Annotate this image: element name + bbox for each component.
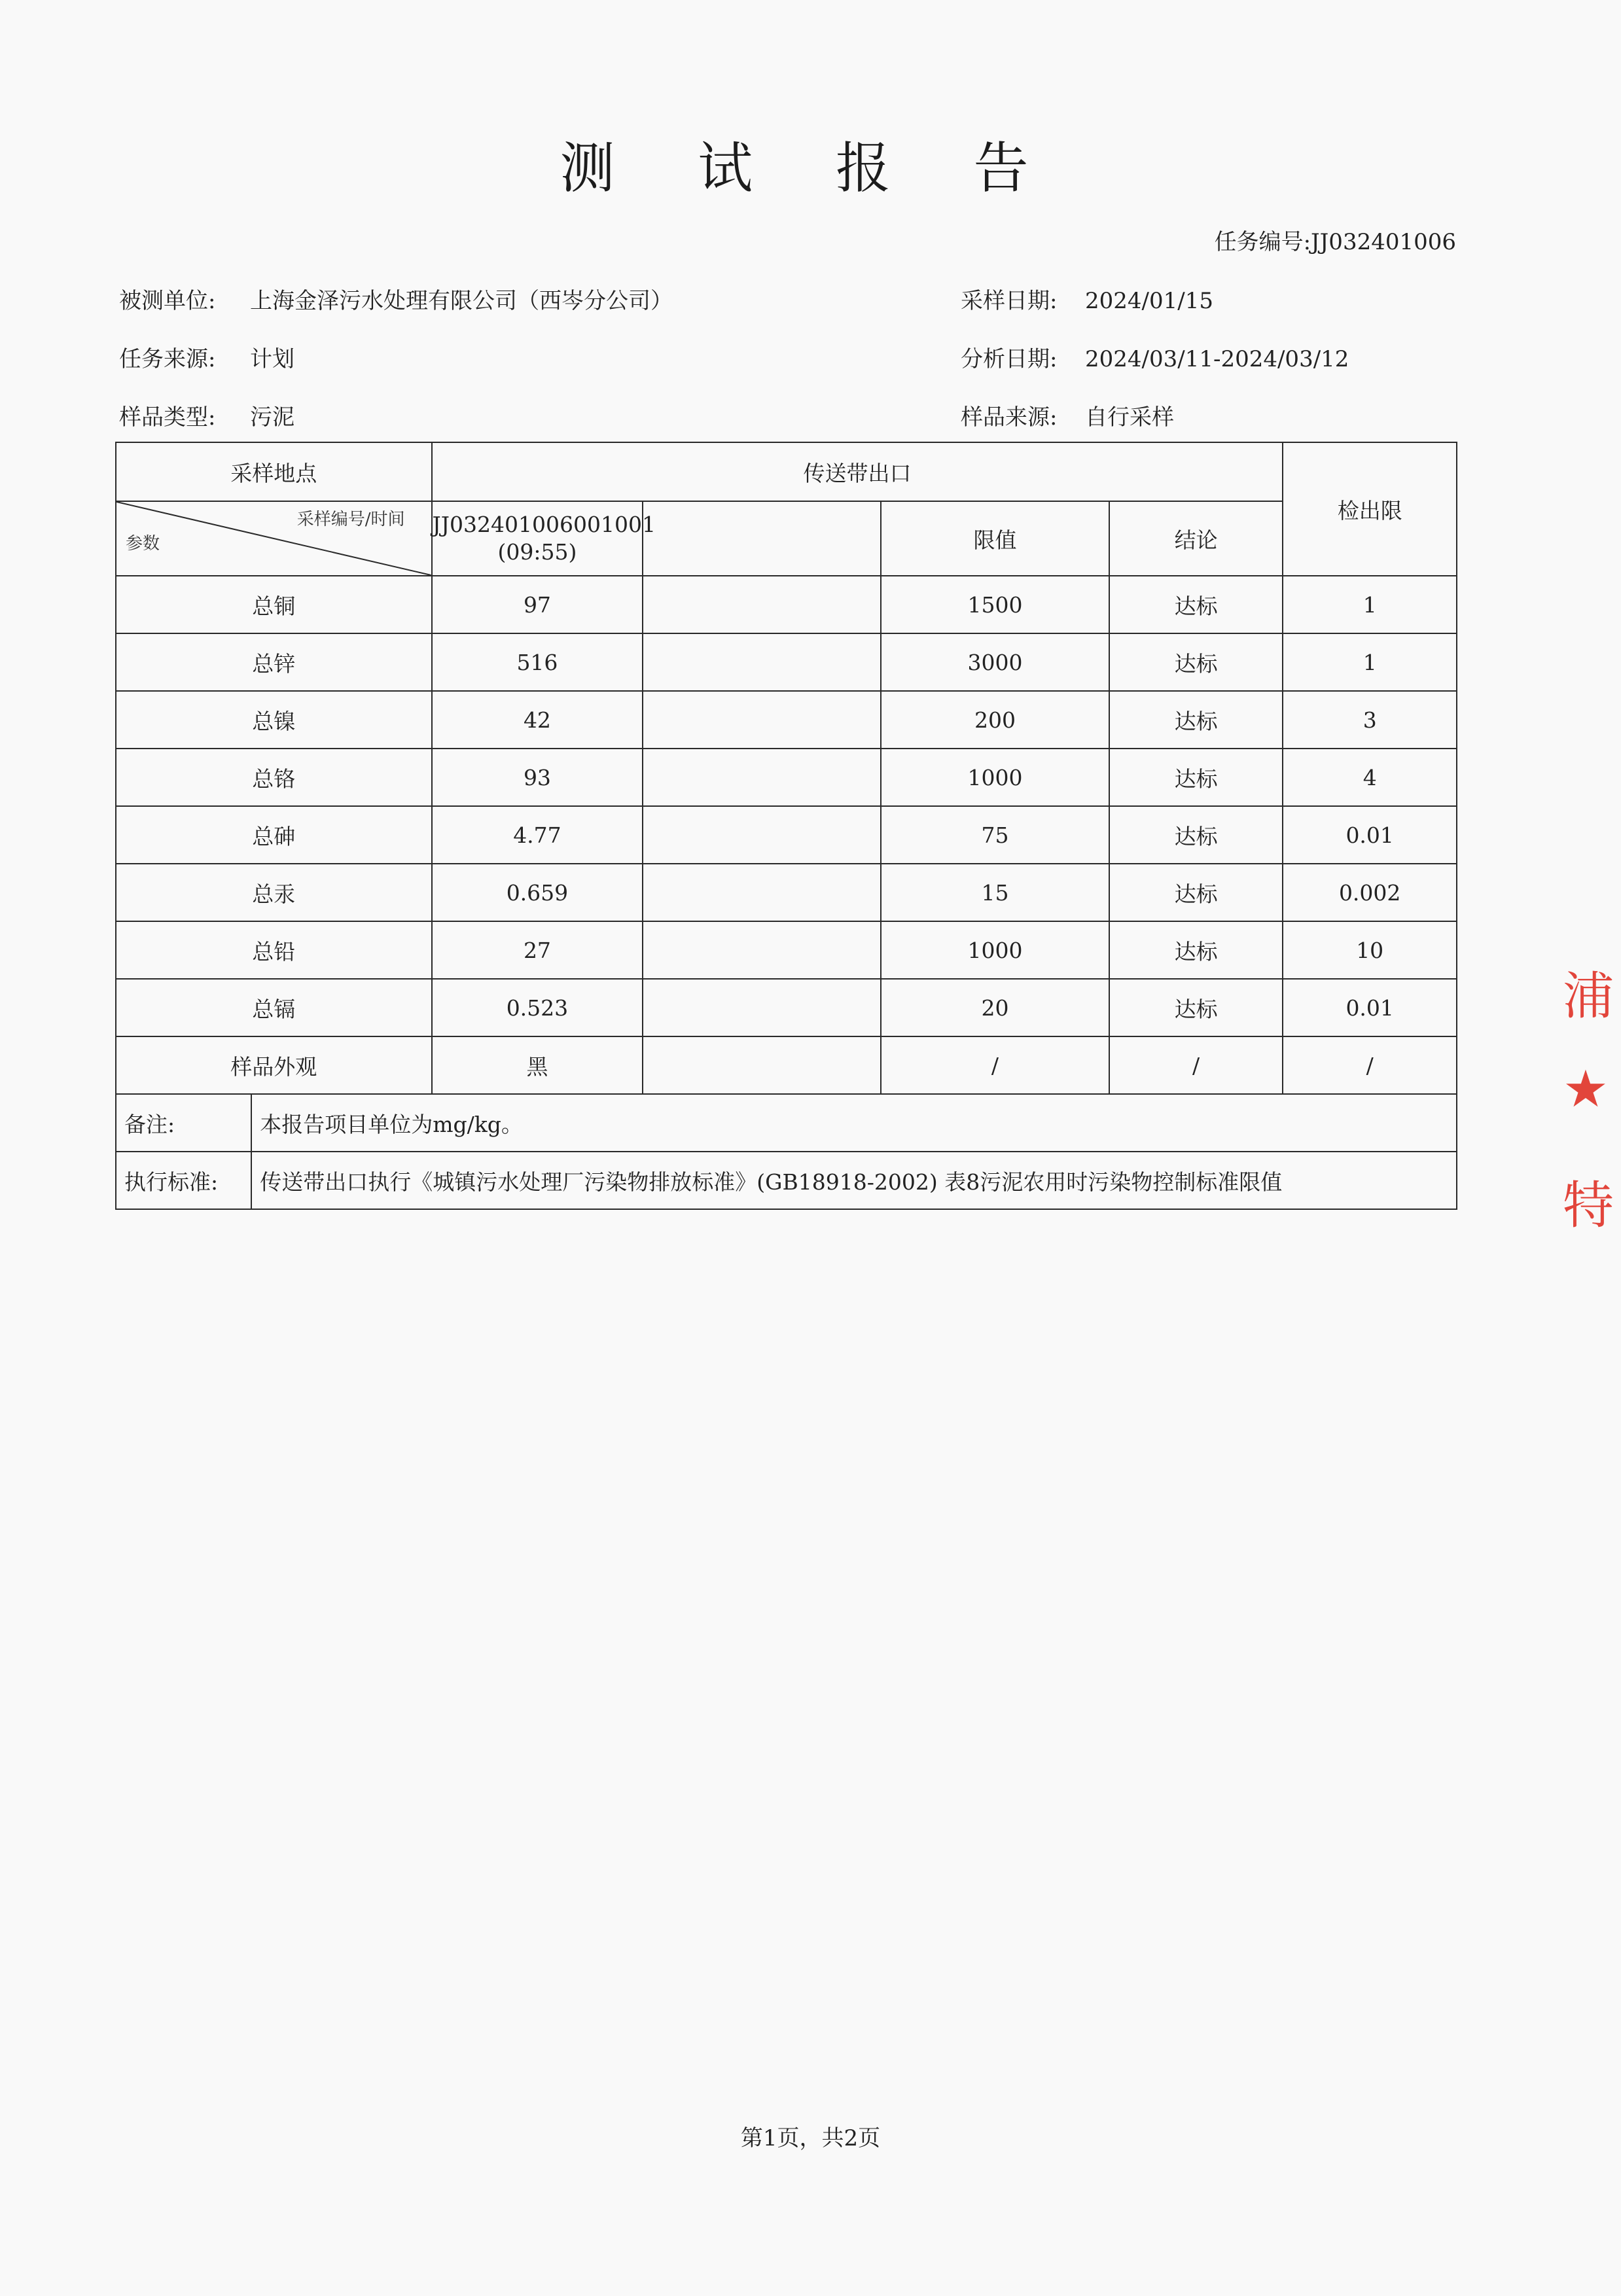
seal-char-2: 特	[1563, 1176, 1614, 1235]
remark-label: 备注:	[116, 1094, 251, 1152]
seal-stamp	[1558, 955, 1621, 1269]
param-cell: 总镍	[116, 691, 432, 749]
sample-origin-label: 样品来源:	[961, 404, 1058, 431]
value-cell: 42	[432, 691, 643, 749]
header-row-site	[116, 442, 1457, 501]
sample-id-line1: JJ032401006001001	[432, 512, 656, 537]
param-cell: 样品外观	[116, 1036, 432, 1094]
task-number: 任务编号:JJ032401006	[1214, 229, 1456, 255]
detect-limit-cell: 10	[1283, 921, 1457, 979]
limit-cell: 1500	[881, 576, 1109, 633]
conclusion-cell: 达标	[1109, 979, 1283, 1036]
tested-unit-value: 上海金泽污水处理有限公司（西岑分公司）	[250, 288, 673, 314]
standard-label: 执行标准:	[116, 1152, 251, 1209]
value-cell: 93	[432, 749, 643, 806]
limit-cell: 3000	[881, 633, 1109, 691]
blank-cell	[643, 1036, 881, 1094]
analysis-date-label: 分析日期:	[961, 346, 1058, 372]
task-source-label: 任务来源:	[119, 346, 216, 372]
param-cell: 总镉	[116, 979, 432, 1036]
sample-origin	[961, 399, 1174, 431]
param-cell: 总锌	[116, 633, 432, 691]
sample-type	[119, 399, 294, 431]
table-row	[116, 806, 1457, 864]
site-value: 传送带出口	[432, 442, 1283, 501]
seal-star-icon: ★	[1563, 1060, 1609, 1119]
tested-unit-label: 被测单位:	[119, 288, 216, 314]
detect-limit-cell: 4	[1283, 749, 1457, 806]
table-row	[116, 691, 1457, 749]
table-row	[116, 1036, 1457, 1094]
value-cell: 97	[432, 576, 643, 633]
limit-cell: 15	[881, 864, 1109, 921]
blank-cell	[643, 691, 881, 749]
conclusion-cell: 达标	[1109, 576, 1283, 633]
standard-value: 传送带出口执行《城镇污水处理厂污染物排放标准》(GB18918-2002) 表8污泥农用时污染物控制标准限值	[251, 1152, 1457, 1209]
value-cell: 0.523	[432, 979, 643, 1036]
tested-unit	[119, 283, 673, 315]
remark-row	[116, 1094, 1457, 1152]
table-row	[116, 921, 1457, 979]
sample-date-label: 采样日期:	[961, 288, 1058, 314]
param-cell: 总汞	[116, 864, 432, 921]
value-cell: 黑	[432, 1036, 643, 1094]
diagonal-header-cell	[116, 501, 432, 576]
conclusion-cell: 达标	[1109, 921, 1283, 979]
analysis-date-value: 2024/03/11-2024/03/12	[1085, 346, 1349, 372]
conclusion-cell: 达标	[1109, 633, 1283, 691]
sample-id-header	[432, 501, 656, 576]
analysis-date	[961, 341, 1349, 373]
table-row	[116, 749, 1457, 806]
param-cell: 总铬	[116, 749, 432, 806]
blank-cell	[643, 806, 881, 864]
value-cell: 27	[432, 921, 643, 979]
site-label: 采样地点	[116, 442, 432, 501]
table-row	[116, 979, 1457, 1036]
diag-sample-id-label: 采样编号/时间	[296, 510, 405, 529]
value-cell: 4.77	[432, 806, 643, 864]
blank-cell	[643, 979, 881, 1036]
blank-cell	[643, 921, 881, 979]
limit-cell: 20	[881, 979, 1109, 1036]
page-footer: 第1页，共2页	[740, 2125, 881, 2151]
blank-header	[643, 501, 881, 576]
value-cell: 516	[432, 633, 643, 691]
table-row	[116, 864, 1457, 921]
detect-limit-cell: 0.01	[1283, 806, 1457, 864]
table-row	[116, 633, 1457, 691]
value-cell: 0.659	[432, 864, 643, 921]
sample-type-value: 污泥	[250, 404, 294, 431]
table-row	[116, 576, 1457, 633]
detect-limit-cell: 1	[1283, 633, 1457, 691]
limit-cell: 1000	[881, 749, 1109, 806]
detect-limit-cell: 3	[1283, 691, 1457, 749]
limit-cell: /	[881, 1036, 1109, 1094]
limit-cell: 75	[881, 806, 1109, 864]
diag-param-label: 参数	[126, 534, 160, 554]
detect-limit-cell: 1	[1283, 576, 1457, 633]
sample-date	[961, 283, 1213, 315]
detect-limit-cell: 0.002	[1283, 864, 1457, 921]
sample-origin-value: 自行采样	[1085, 404, 1174, 431]
conclusion-cell: /	[1109, 1036, 1283, 1094]
results-table	[115, 442, 1457, 1210]
remark-value: 本报告项目单位为mg/kg。	[251, 1094, 1457, 1152]
blank-cell	[643, 749, 881, 806]
standard-row	[116, 1152, 1457, 1209]
blank-cell	[643, 576, 881, 633]
seal-char-1: 浦	[1563, 967, 1614, 1026]
detect-limit-cell: /	[1283, 1036, 1457, 1094]
conclusion-header: 结论	[1109, 501, 1283, 576]
task-source	[119, 341, 294, 373]
conclusion-cell: 达标	[1109, 749, 1283, 806]
detect-limit-header: 检出限	[1283, 442, 1457, 576]
sample-id-line2: (09:55)	[497, 539, 577, 565]
limit-header: 限值	[881, 501, 1109, 576]
header-row-columns	[116, 501, 1457, 576]
param-cell: 总砷	[116, 806, 432, 864]
param-cell: 总铅	[116, 921, 432, 979]
task-source-value: 计划	[250, 346, 294, 372]
report-title: 测 试 报 告	[560, 136, 1061, 200]
blank-cell	[643, 633, 881, 691]
detect-limit-cell: 0.01	[1283, 979, 1457, 1036]
conclusion-cell: 达标	[1109, 864, 1283, 921]
blank-cell	[643, 864, 881, 921]
limit-cell: 1000	[881, 921, 1109, 979]
sample-type-label: 样品类型:	[119, 404, 216, 431]
param-cell: 总铜	[116, 576, 432, 633]
sample-date-value: 2024/01/15	[1085, 288, 1213, 314]
conclusion-cell: 达标	[1109, 691, 1283, 749]
limit-cell: 200	[881, 691, 1109, 749]
conclusion-cell: 达标	[1109, 806, 1283, 864]
